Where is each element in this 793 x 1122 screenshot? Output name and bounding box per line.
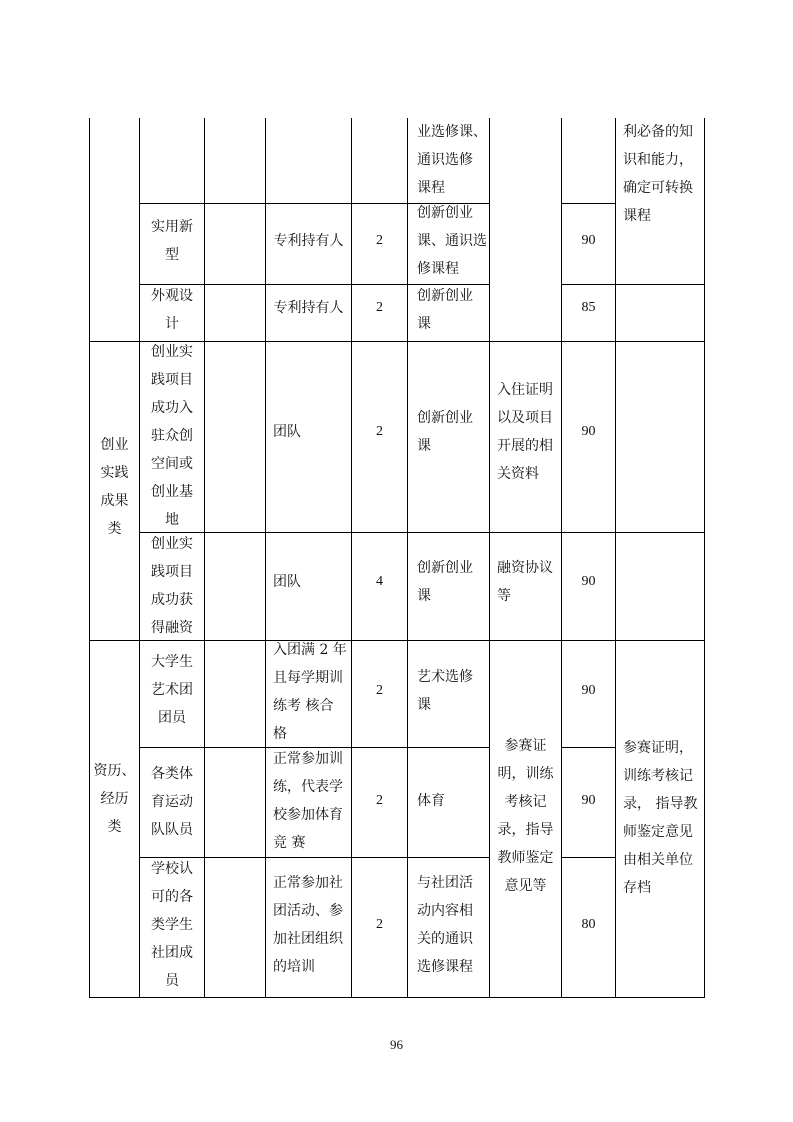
table-cell: 2 bbox=[376, 917, 383, 932]
grid-line bbox=[615, 118, 616, 998]
table-cell: 体育 bbox=[417, 793, 445, 809]
table-cell: 90 bbox=[581, 233, 596, 248]
table-cell: 融资协议 等 bbox=[497, 560, 553, 604]
table-cell: 90 bbox=[581, 424, 596, 439]
table-cell: 利必备的知 识和能力， 确定可转换 课程 bbox=[623, 124, 693, 224]
grid-line bbox=[204, 118, 205, 998]
table-cell: 资历、 经历 类 bbox=[93, 763, 136, 835]
grid-line bbox=[89, 997, 705, 998]
grid-line bbox=[561, 284, 705, 285]
table-cell: 实用新 型 bbox=[151, 219, 193, 263]
table-cell: 4 bbox=[376, 574, 383, 589]
table-cell: 90 bbox=[581, 574, 596, 589]
table-cell: 专利持有人 bbox=[273, 300, 344, 316]
table-cell: 团队 bbox=[273, 424, 301, 440]
table-cell: 创新创业 课 bbox=[417, 288, 473, 332]
table-cell: 创新创业 课 bbox=[417, 410, 473, 454]
table-cell: 与社团活 动内容相 关的通识 选修课程 bbox=[417, 875, 473, 975]
table-cell: 专利持有人 bbox=[273, 233, 344, 249]
table-cell: 入团满 2 年 且每学期训 练考 核合 格 bbox=[273, 642, 347, 742]
grid-line bbox=[561, 857, 616, 858]
table-cell: 2 bbox=[376, 424, 383, 439]
table-cell: 正常参加训 练，代表学 校参加体育 竞 赛 bbox=[273, 751, 343, 851]
table-cell: 创业实 践项目 成功获 得融资 bbox=[151, 536, 193, 636]
table-cell: 大学生 艺术团 团员 bbox=[151, 654, 193, 726]
table-cell: 入住证明 以及项目 开展的相 关资料 bbox=[497, 382, 553, 482]
table-cell: 学校认 可的各 类学生 社团成 员 bbox=[151, 861, 193, 989]
table-cell: 90 bbox=[581, 793, 596, 808]
table-cell: 2 bbox=[376, 683, 383, 698]
grid-line bbox=[89, 118, 90, 998]
grid-line bbox=[704, 118, 705, 998]
table-cell: 2 bbox=[376, 300, 383, 315]
table-cell: 参赛证明， 训练考核记 录， 指导教 师鉴定意见 由相关单位 存档 bbox=[623, 740, 698, 896]
grid-line bbox=[407, 118, 408, 998]
table-cell: 85 bbox=[581, 300, 596, 315]
table-cell: 艺术选修 课 bbox=[417, 669, 473, 713]
table-cell: 90 bbox=[581, 683, 596, 698]
table-cell: 业选修课、 通识选修 课程 bbox=[417, 124, 487, 196]
table-cell: 参赛证 明，训练 考核记 录，指导 教师鉴定 意见等 bbox=[497, 738, 554, 894]
table-cell: 2 bbox=[376, 793, 383, 808]
table-cell: 创新创业 课、通识选 修课程 bbox=[417, 205, 487, 277]
table-cell: 团队 bbox=[273, 574, 301, 590]
grid-line bbox=[561, 203, 616, 204]
table-cell: 创业实 践项目 成功入 驻众创 空间或 创业基 地 bbox=[151, 344, 193, 528]
grid-line bbox=[561, 747, 616, 748]
table-cell: 创新创业 课 bbox=[417, 560, 473, 604]
page-number: 96 bbox=[390, 1037, 403, 1052]
grid-line bbox=[139, 532, 705, 533]
table-cell: 创业 实践 成果 类 bbox=[100, 437, 129, 537]
table-cell: 2 bbox=[376, 233, 383, 248]
table-cell: 外观设 计 bbox=[151, 288, 193, 332]
table-cell: 80 bbox=[581, 917, 596, 932]
table-cell: 正常参加社 团活动、参 加社团组织 的培训 bbox=[273, 875, 343, 975]
table-cell: 各类体 育运动 队队员 bbox=[151, 766, 193, 838]
